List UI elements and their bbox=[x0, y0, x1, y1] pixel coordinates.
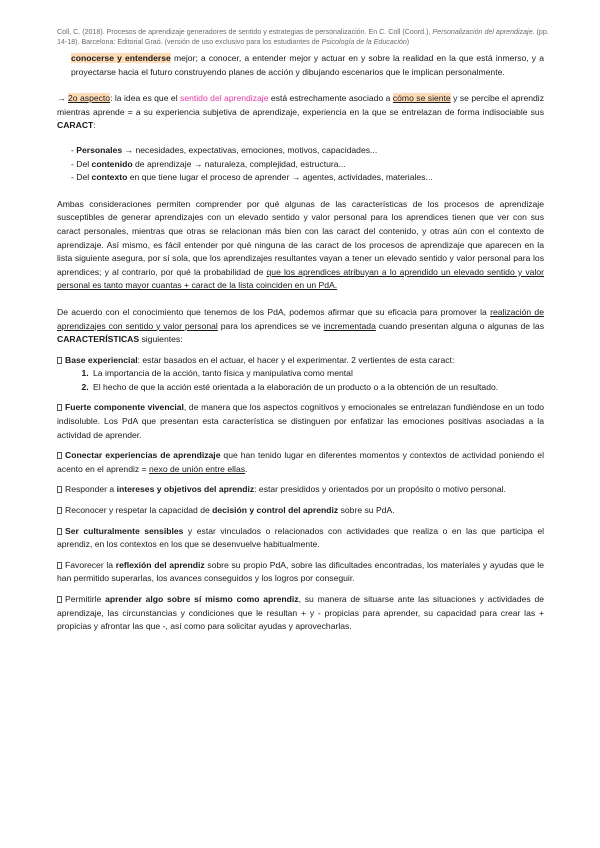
aspect-label: 2o aspecto bbox=[68, 93, 111, 104]
item-base-experiencial bbox=[57, 354, 544, 368]
paragraph-considerations bbox=[57, 198, 544, 293]
list-item bbox=[71, 158, 544, 172]
item-title: reflexión del aprendiz bbox=[115, 559, 205, 570]
item-conectar-experiencias bbox=[57, 449, 544, 476]
item-text: , su manera de situarse ante las situaciones y actividades de aprendizaje, las circunstancias y condiciones que le resultan + y - propicias para aprender, su capacidad para crear las + propicias y afrontar las que -, así como para solicitar ayudas y aprovecharlas. bbox=[57, 594, 544, 632]
item-componente-vivencial bbox=[57, 401, 544, 442]
bullet-box-icon bbox=[57, 596, 62, 603]
sentido-phrase: sentido del aprendizaje bbox=[180, 93, 269, 104]
item-text: : estar basados en el actuar, el hacer y el experimentar. 2 vertientes de esta caract: bbox=[137, 354, 455, 365]
item-culturalmente-sensibles bbox=[57, 525, 544, 552]
numbered-sublist bbox=[57, 367, 544, 394]
paragraph-text: : la idea es que el bbox=[110, 93, 181, 104]
item-text: : estar presididos y orientados por un propósito o motivo personal. bbox=[254, 484, 506, 495]
item-title: decisión y control del aprendiz bbox=[212, 505, 339, 516]
item-title: Base experiencial bbox=[65, 354, 138, 365]
paragraph-second-aspect bbox=[57, 92, 544, 133]
list-dash: - bbox=[71, 144, 77, 155]
list-dash: - Del bbox=[71, 158, 92, 169]
paragraph-text: De acuerdo con el conocimiento que tenemos de los PdA, podemos afirmar que su eficacia para promover la bbox=[57, 306, 491, 317]
list-dash: - Del bbox=[71, 172, 92, 183]
paragraph-text: : bbox=[93, 120, 96, 131]
paragraph-text: cuando presentan alguna o algunas de las bbox=[375, 320, 544, 331]
item-reflexion bbox=[57, 559, 544, 586]
item-text: que han tenido lugar en diferentes momentos y contextos de actividad poniendo el acento en el aprendiz = bbox=[57, 450, 544, 474]
underlined-phrase: que los aprendices atribuyan a lo aprendido un elevado sentido y valor personal es tanto mayor cuantas + caract de la lista coinciden en un PdA. bbox=[57, 266, 544, 291]
item-text: Responder a bbox=[65, 484, 117, 495]
bullet-box-icon bbox=[57, 528, 62, 535]
item-text: . bbox=[245, 463, 248, 474]
como-se-siente-phrase: cómo se siente bbox=[392, 93, 451, 104]
paragraph-text: está estrechamente asociado a bbox=[268, 93, 393, 104]
arrow-symbol: → bbox=[57, 93, 69, 104]
characteristics-list bbox=[57, 144, 544, 185]
citation-text: Coll, C. (2018). Procesos de aprendizaje generadores de sentido y estrategias de personalización. En C. Coll (Coord.), bbox=[57, 28, 431, 36]
paragraph-text: Ambas consideraciones permiten comprender por qué algunas de las características de los procesos de aprendizaje susceptibles de generar aprendizajes con un elevado sentido y valor personal para los aprendices tienen que ver con sus caract personales, mientras que otras se relacionan más bien con las caract del contenido, y otras aún con el contexto de aprendizaje. Así mismo, es fácil entender por qué ninguna de las caract de los procesos de aprendizaje que aparecen en la lista siguiente asegura, por sí sola, que los aprendizajes resultantes vayan a tener un elevado sentido y valor personal para los aprendices; y al contrario, por qué la probabilidad de bbox=[57, 198, 544, 277]
item-text: , de manera que los aspectos cognitivos y emocionales se entrelazan fundiéndose en un todo indisoluble. Los PdA que presentan esta característica se distinguen por enfatizar las emociones positivas asociadas a la actividad de aprender. bbox=[57, 402, 545, 440]
list-item-text: en que tiene lugar el proceso de aprender → agentes, actividades, materiales... bbox=[127, 172, 433, 183]
item-title: Conectar experiencias de aprendizaje bbox=[65, 450, 221, 461]
item-title: aprender algo sobre sí mismo como aprendiz bbox=[105, 594, 299, 604]
citation-book-title: Personalización del aprendizaje bbox=[432, 28, 533, 36]
list-item bbox=[71, 144, 544, 158]
paragraph-text: para los aprendices se ve bbox=[217, 320, 324, 331]
item-title: intereses y objetivos del aprendiz bbox=[116, 484, 255, 495]
paragraph-text: y se percibe el aprendiz mientras aprende = a su experiencia subjetiva de aprendizaje, experiencia en la que se entrelazan de forma indisociable sus bbox=[57, 93, 544, 117]
paragraph-text: siguientes: bbox=[139, 334, 183, 345]
list-item-bold: contenido bbox=[91, 158, 133, 169]
citation-course: Psicología de la Educación bbox=[321, 38, 407, 46]
paragraph-text: mejor; a conocer, a entender mejor y actuar en y sobre la realidad en la que está inmerso, y a proyectarse hacia el futuro construyendo planes de acción y dibujando escenarios que le implican personalmente. bbox=[71, 53, 544, 77]
paragraph-pda bbox=[57, 306, 544, 347]
item-aprender-sobre-si bbox=[57, 593, 544, 634]
list-item-text: → necesidades, expectativas, emociones, motivos, capacidades... bbox=[122, 144, 378, 155]
bullet-box-icon bbox=[57, 452, 62, 459]
list-item-bold: Personales bbox=[76, 144, 123, 155]
item-text: sobre su PdA. bbox=[338, 505, 395, 516]
item-title: Ser culturalmente sensibles bbox=[65, 525, 184, 536]
sublist-item: 1. La importancia de la acción, tanto física y manipulativa como mental bbox=[91, 367, 544, 381]
bullet-box-icon bbox=[57, 562, 62, 569]
citation-text: ) bbox=[406, 38, 410, 46]
bullet-box-icon bbox=[57, 404, 62, 411]
item-text: Permitirle bbox=[65, 594, 106, 604]
item-decision-control bbox=[57, 504, 544, 518]
highlighted-phrase: conocerse y entenderse bbox=[71, 53, 171, 63]
citation-header bbox=[57, 27, 552, 47]
bullet-box-icon bbox=[57, 486, 62, 493]
item-title: Fuerte componente vivencial bbox=[65, 402, 184, 413]
underlined-phrase: realización de aprendizajes con sentido y valor personal bbox=[57, 306, 544, 331]
caract-label: CARACT bbox=[57, 120, 94, 131]
item-text: sobre su propio PdA, sobre las dificultades encontradas, los materiales y ayudas que le han permitido superarlas, los avances conseguidos y los logros por conseguir. bbox=[57, 559, 544, 584]
item-text: Reconocer y respetar la capacidad de bbox=[65, 505, 213, 516]
bullet-box-icon bbox=[57, 357, 62, 364]
document-body bbox=[57, 52, 544, 634]
caracteristicas-label: CARACTERÍSTICAS bbox=[57, 334, 140, 345]
underlined-phrase: nexo de unión entre ellas bbox=[148, 463, 246, 474]
list-item-text: de aprendizaje → naturaleza, complejidad, estructura... bbox=[132, 158, 346, 169]
underlined-phrase: incrementada bbox=[323, 320, 376, 331]
paragraph-intro bbox=[57, 52, 544, 79]
item-intereses bbox=[57, 483, 544, 497]
list-item bbox=[71, 171, 544, 185]
citation-text: . (pp. 14-18). Barcelona: Editorial Graó. (versión de uso exclusivo para los estudiantes de bbox=[57, 28, 549, 46]
item-text: Favorecer la bbox=[65, 559, 116, 570]
item-text: y estar vinculados o relacionados con actividades que realiza o en las que participa el aprendiz, en los contextos en los que se desenvuelve habitualmente. bbox=[57, 525, 545, 550]
sublist-item: 2. El hecho de que la acción esté orientada a la elaboración de un producto o a la obtención de un resultado. bbox=[91, 381, 544, 395]
list-item-bold: contexto bbox=[91, 172, 128, 183]
bullet-box-icon bbox=[57, 507, 62, 514]
